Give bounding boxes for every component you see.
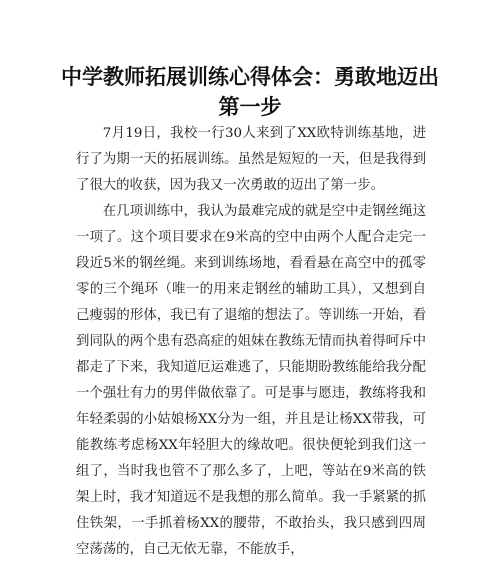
paragraph-tightrope: 在几项训练中，我认为最难完成的就是空中走钢丝绳这一项了。这个项目要求在9米高的空中由两个人配合走完一段近5米的钢丝绳。来到训练场地，看看悬在高空中的孤零零的三个绳环（唯一的用来走钢丝的辅助工具），又想到自己瘦弱的形体，我已有了退缩的想法了。等训练一开始，看到同队的两个患有恐高症的姐妹在教练无情而执着得呵斥中都走了下来，我知道厄运难逃了，只能期盼教练能给我分配一个强壮有力的男伴做依靠了。可是事与愿违，教练将我和年轻柔弱的小姑娘杨XX分为一组，并且是让杨XX带我，可能教练考虑杨XX年轻胆大的缘故吧。很快便轮到我们这一组了，当时我也管不了那么多了，上吧，等站在9米高的铁架上时，我才知道远不是我想的那么简单。我一手紧紧的抓住铁架，一手抓着杨XX的腰带，不敢抬头，我只感到四周空荡荡的，自己无依无靠，不能放手， (76, 204, 426, 557)
paragraph-intro: 7月19日，我校一行30人来到了XX欧特训练基地，进行了为期一天的拓展训练。虽然是短短的一天，但是我得到了很大的收获，因为我又一次勇敢的迈出了第一步。 (76, 126, 426, 193)
document-title: 中学教师拓展训练心得体会：勇敢地迈出第一步 (61, 65, 439, 119)
document-body (76, 121, 426, 563)
